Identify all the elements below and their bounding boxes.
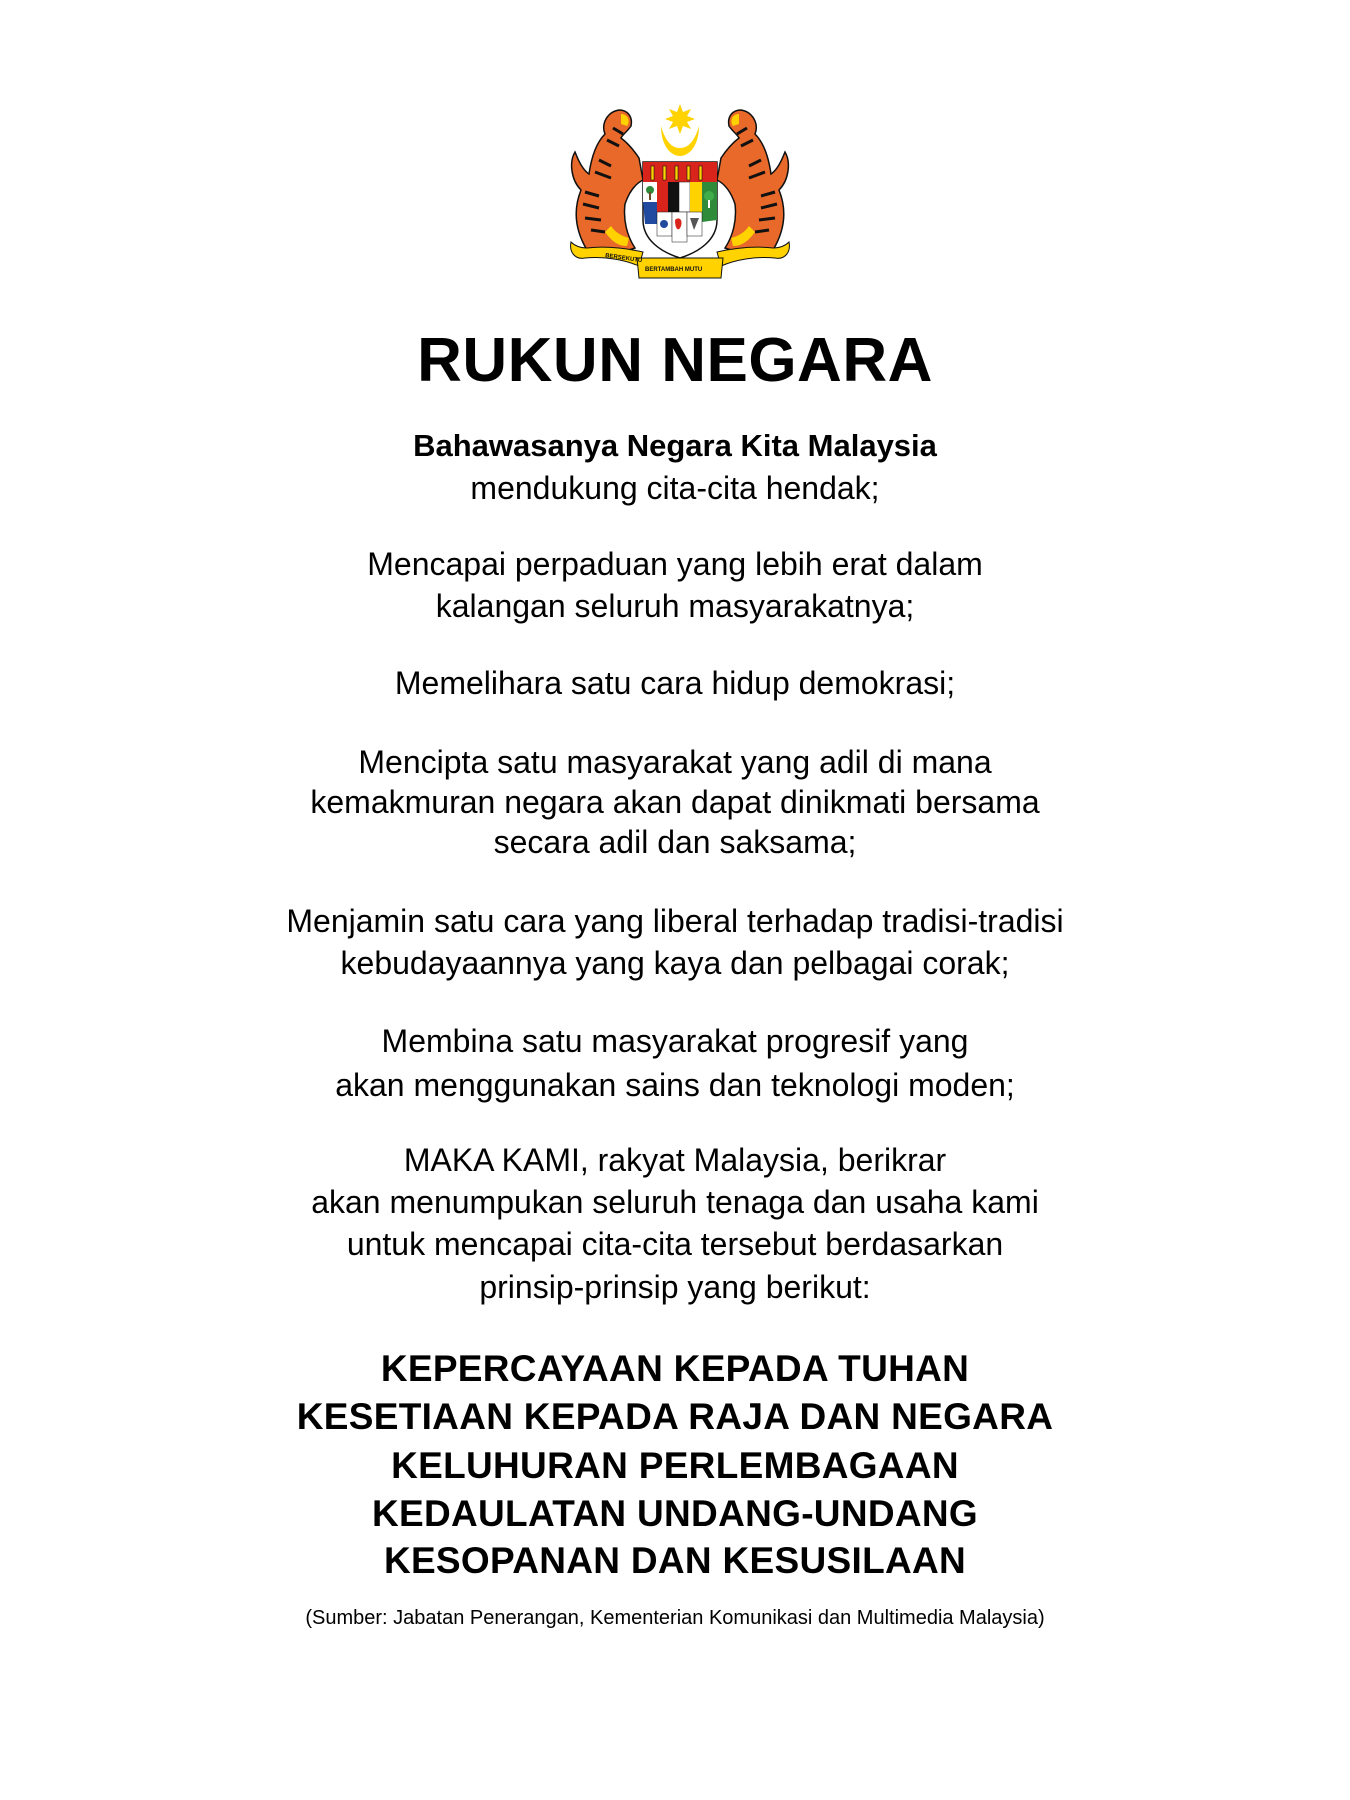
principle-3: KELUHURAN PERLEMBAGAAN: [391, 1445, 959, 1486]
aspiration-1-line-2: kalangan seluruh masyarakatnya;: [435, 588, 915, 624]
aspiration-4-line-2: kebudayaannya yang kaya dan pelbagai corak;: [340, 945, 1010, 981]
left-tiger-icon: [572, 110, 643, 252]
intro-line: mendukung cita-cita hendak;: [470, 470, 880, 506]
right-tiger-icon: [717, 110, 788, 252]
svg-text:BERTAMBAH MUTU: BERTAMBAH MUTU: [645, 267, 703, 273]
page-title: RUKUN NEGARA: [417, 326, 933, 395]
principle-5: KESOPANAN DAN KESUSILAAN: [383, 1540, 967, 1581]
aspiration-4-line-1: Menjamin satu cara yang liberal terhadap tradisi-tradisi: [286, 903, 1064, 939]
pledge-line-1: MAKA KAMI, rakyat Malaysia, berikrar: [403, 1142, 947, 1178]
principle-2: KESETIAAN KEPADA RAJA DAN NEGARA: [296, 1396, 1054, 1437]
principle-1: KEPERCAYAAN KEPADA TUHAN: [380, 1348, 970, 1389]
svg-text:BERSEKUTU: BERSEKUTU: [604, 253, 643, 265]
pledge-line-3: untuk mencapai cita-cita tersebut berdasarkan: [346, 1226, 1004, 1262]
aspiration-1-line-1: Mencapai perpaduan yang lebih erat dalam: [367, 546, 983, 582]
aspiration-3-line-1: Mencipta satu masyarakat yang adil di mana: [358, 744, 992, 780]
source-citation: (Sumber: Jabatan Penerangan, Kementerian Komunikasi dan Multimedia Malaysia): [305, 1607, 1045, 1629]
shield-icon: [643, 162, 717, 258]
aspiration-2-line-1: Memelihara satu cara hidup demokrasi;: [394, 665, 956, 701]
crescent-star-icon: [661, 104, 699, 156]
coat-of-arms-emblem: [565, 100, 795, 280]
pledge-line-4: prinsip-prinsip yang berikut:: [479, 1269, 871, 1305]
aspiration-5-line-2: akan menggunakan sains dan teknologi moden;: [335, 1067, 1015, 1103]
principle-4: KEDAULATAN UNDANG-UNDANG: [372, 1493, 978, 1534]
aspiration-3-line-3: secara adil dan saksama;: [493, 824, 857, 860]
aspiration-3-line-2: kemakmuran negara akan dapat dinikmati bersama: [310, 784, 1040, 820]
intro-bold-line: Bahawasanya Negara Kita Malaysia: [413, 428, 937, 463]
pledge-line-2: akan menumpukan seluruh tenaga dan usaha kami: [311, 1184, 1039, 1220]
aspiration-5-line-1: Membina satu masyarakat progresif yang: [381, 1023, 969, 1059]
